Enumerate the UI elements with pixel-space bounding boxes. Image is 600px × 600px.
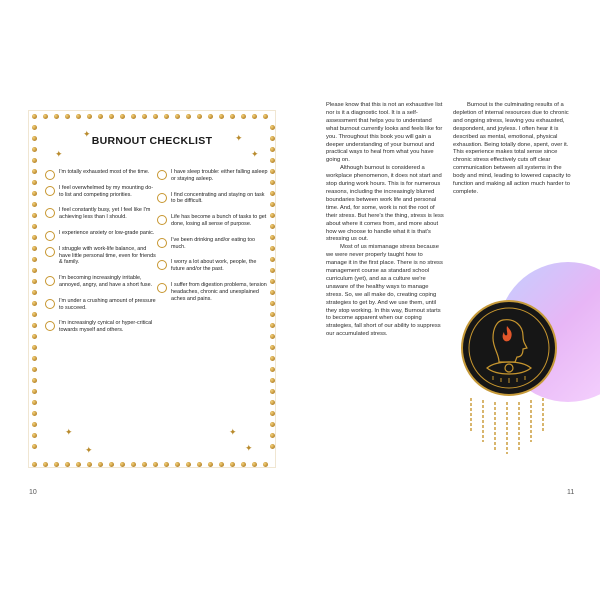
checklist-item[interactable]: I find concentrating and staying on task to be difficult.	[157, 192, 269, 206]
burnout-checklist-card	[28, 110, 276, 468]
gold-dot	[175, 462, 180, 467]
gold-dot	[270, 367, 275, 372]
dripping-lines-decoration	[459, 398, 559, 458]
checklist-item[interactable]: I feel constantly busy, yet I feel like I'm achieving less than I should.	[45, 207, 157, 221]
checklist-item[interactable]: I feel overwhelmed by my mounting do-to list and competing priorities.	[45, 185, 157, 199]
gold-dot	[270, 444, 275, 449]
gold-dot	[270, 169, 275, 174]
gold-dot	[76, 462, 81, 467]
gold-dot	[32, 268, 37, 273]
paragraph: Please know that this is not an exhaustive list nor is it a diagnostic tool. It is a self-assessment that helps you to understand what burnout currently looks and feels like for you. Throughout this book you will gain a deeper understanding of your burnout and practical ways to heal from what you have going on.	[326, 102, 443, 164]
gold-dot	[153, 462, 158, 467]
gold-dot	[270, 213, 275, 218]
gold-dot	[270, 147, 275, 152]
gold-dot	[32, 345, 37, 350]
checkbox-circle-icon[interactable]	[45, 231, 55, 241]
gold-dot	[32, 169, 37, 174]
paragraph: Burnout is the culminating results of a depletion of internal resources due to chronic and ongoing stress, leaving you exhausted, despondent, and joyless. I often hear it is described as mental, emotional, physical exhaustion. Being totally done, spent, over it. This experience makes total sense since chronic stress effectively cuts off clear communication between all systems in the body and mind, leading to lowered capacity to function and making all action much harder to complete.	[453, 102, 571, 195]
checkbox-circle-icon[interactable]	[157, 215, 167, 225]
gold-dot	[32, 202, 37, 207]
gold-dot	[270, 356, 275, 361]
gold-dot	[270, 433, 275, 438]
gold-dot	[32, 191, 37, 196]
gold-dot	[270, 301, 275, 306]
gold-dot	[270, 389, 275, 394]
checklist-item[interactable]: I'm totally exhausted most of the time.	[45, 169, 157, 176]
checklist-title: BURNOUT CHECKLIST	[91, 135, 213, 147]
gold-dot	[263, 462, 268, 467]
gold-dot	[131, 114, 136, 119]
gold-dot	[32, 334, 37, 339]
gold-dot	[109, 114, 114, 119]
gold-dot	[270, 191, 275, 196]
gold-dot	[32, 235, 37, 240]
gold-dot	[270, 323, 275, 328]
gold-dot	[32, 158, 37, 163]
checkbox-circle-icon[interactable]	[45, 247, 55, 257]
gold-dot	[54, 114, 59, 119]
gold-dot	[109, 462, 114, 467]
checkbox-circle-icon[interactable]	[157, 283, 167, 293]
gold-dot	[131, 462, 136, 467]
gold-dot	[32, 433, 37, 438]
checkbox-circle-icon[interactable]	[45, 186, 55, 196]
gold-dot	[32, 279, 37, 284]
paragraph: Although burnout is considered a workplace phenomenon, it does not start and stop during work hours. This is for numerous reasons, including the increasingly blurred boundaries between work life and personal time. And, for some, work is not the root of their stress. But here's the thing, stress is less about where it comes from, and more about how we choose to handle what it is that's stressing us out.	[326, 165, 444, 243]
gold-dot	[197, 114, 202, 119]
checklist-item[interactable]: I'm becoming increasingly irritable, annoyed, angry, and have a short fuse.	[45, 275, 157, 289]
checklist-right-column	[157, 169, 269, 311]
body-text-column-1	[326, 102, 444, 339]
gold-dot	[270, 411, 275, 416]
checkbox-circle-icon[interactable]	[157, 193, 167, 203]
burnout-medallion-illustration	[461, 300, 557, 396]
gold-dot	[87, 462, 92, 467]
gold-dot	[270, 422, 275, 427]
gold-dot	[270, 400, 275, 405]
gold-dot	[270, 202, 275, 207]
gold-dot	[32, 444, 37, 449]
gold-dot	[32, 323, 37, 328]
gold-dot	[252, 462, 257, 467]
sparkle-icon: ✦	[85, 446, 93, 456]
head-flame-eye-icon	[463, 302, 555, 394]
checkbox-circle-icon[interactable]	[157, 238, 167, 248]
checkbox-circle-icon[interactable]	[45, 208, 55, 218]
gold-dot	[32, 422, 37, 427]
gold-dot	[32, 147, 37, 152]
gold-dot	[153, 114, 158, 119]
gold-dot	[230, 114, 235, 119]
gold-dot	[252, 114, 257, 119]
gold-dot	[270, 290, 275, 295]
gold-dot	[98, 462, 103, 467]
gold-dot	[32, 125, 37, 130]
gold-dot	[32, 114, 37, 119]
sparkle-icon: ✦	[65, 428, 73, 438]
gold-dot	[208, 114, 213, 119]
gold-dot	[230, 462, 235, 467]
gold-dot	[32, 462, 37, 467]
gold-dot	[32, 400, 37, 405]
gold-dot	[270, 246, 275, 251]
gold-dot	[270, 224, 275, 229]
checklist-item[interactable]: I suffer from digestion problems, tension headaches, chronic and unexplained aches and pains.	[157, 282, 269, 302]
checklist-item[interactable]: I struggle with work-life balance, and have little personal time, even for friends & family.	[45, 246, 157, 266]
checkbox-circle-icon[interactable]	[157, 170, 167, 180]
gold-dot	[120, 114, 125, 119]
gold-dot	[270, 279, 275, 284]
gold-dot	[197, 462, 202, 467]
gold-dot	[32, 378, 37, 383]
gold-dot	[32, 213, 37, 218]
paragraph: Most of us mismanage stress because we were never properly taught how to manage it in the first place. There is no stress management course as standard school curriculum (yet), and as a culture we're unaware of the healthy ways to manage stress. So, we all make do, creating coping strategies to get by. And we use them, until they stop working. In this way, Burnout starts to become apparent when our coping strategies, fall short of our ability to suppress our accumulated stress.	[326, 244, 443, 338]
checklist-item[interactable]: I worry a lot about work, people, the future and/or the past.	[157, 259, 269, 273]
gold-dot	[208, 462, 213, 467]
gold-dot	[87, 114, 92, 119]
gold-dot	[32, 180, 37, 185]
gold-dot	[241, 114, 246, 119]
gold-dot	[175, 114, 180, 119]
checklist-item[interactable]: I've been drinking and/or eating too much.	[157, 237, 269, 251]
gold-dot	[164, 462, 169, 467]
checklist-item[interactable]: I have sleep trouble: either falling asleep or staying asleep.	[157, 169, 269, 183]
gold-dot	[241, 462, 246, 467]
gold-dot	[142, 114, 147, 119]
gold-dot	[32, 257, 37, 262]
checklist-item[interactable]: I'm under a crushing amount of pressure to succeed.	[45, 298, 157, 312]
gold-dot	[98, 114, 103, 119]
gold-dot	[263, 114, 268, 119]
checkbox-circle-icon[interactable]	[45, 170, 55, 180]
gold-dot	[32, 312, 37, 317]
gold-dot	[43, 462, 48, 467]
gold-dot	[219, 114, 224, 119]
gold-dot	[164, 114, 169, 119]
gold-dot	[32, 301, 37, 306]
gold-dot	[270, 312, 275, 317]
gold-dot	[270, 268, 275, 273]
gold-dot	[142, 462, 147, 467]
gold-dot	[186, 114, 191, 119]
body-text-column-2	[453, 102, 573, 197]
gold-dot	[43, 114, 48, 119]
gold-dot	[32, 224, 37, 229]
checklist-left-column	[45, 169, 157, 343]
gold-dot	[120, 462, 125, 467]
gold-dot	[32, 389, 37, 394]
gold-dot	[65, 114, 70, 119]
checklist-item[interactable]: I experience anxiety or low-grade panic.	[45, 230, 157, 237]
gold-dot	[32, 246, 37, 251]
sparkle-icon: ✦	[251, 150, 259, 160]
gold-dot	[186, 462, 191, 467]
gold-dot	[270, 125, 275, 130]
sparkle-icon: ✦	[83, 130, 91, 140]
sparkle-icon: ✦	[55, 150, 63, 160]
gold-dot	[32, 290, 37, 295]
sparkle-icon: ✦	[245, 444, 253, 454]
checklist-item[interactable]: I'm increasingly cynical or hyper-critical towards myself and others.	[45, 320, 157, 334]
checkbox-circle-icon[interactable]	[45, 321, 55, 331]
sparkle-icon: ✦	[235, 134, 243, 144]
checkbox-circle-icon[interactable]	[45, 299, 55, 309]
gold-dot	[270, 257, 275, 262]
gold-dot	[270, 345, 275, 350]
gold-dot	[270, 158, 275, 163]
gold-dot	[32, 356, 37, 361]
sparkle-icon: ✦	[229, 428, 237, 438]
gold-dot	[32, 411, 37, 416]
gold-dot	[54, 462, 59, 467]
gold-dot	[270, 235, 275, 240]
gold-dot	[65, 462, 70, 467]
gold-dot	[76, 114, 81, 119]
page-number-right: 11	[567, 489, 575, 496]
checklist-item[interactable]: Life has become a bunch of tasks to get done, losing all sense of purpose.	[157, 214, 269, 228]
gold-dot	[219, 462, 224, 467]
gold-dot	[270, 334, 275, 339]
gold-dot	[32, 367, 37, 372]
checkbox-circle-icon[interactable]	[45, 276, 55, 286]
page-number-left: 10	[29, 489, 37, 496]
gold-dot	[270, 180, 275, 185]
gold-dot	[270, 378, 275, 383]
checkbox-circle-icon[interactable]	[157, 260, 167, 270]
